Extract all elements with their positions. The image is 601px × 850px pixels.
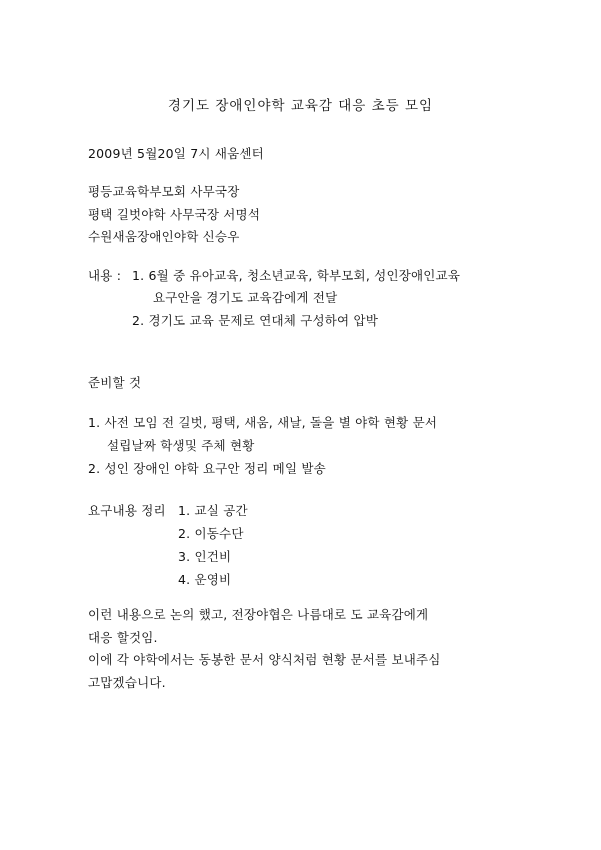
attendee-line: 수원새움장애인야학 신승우 [88, 229, 240, 244]
demand-item: 1. 교실 공간 [178, 503, 248, 518]
prep-item-1: 1. 사전 모임 전 길벗, 평택, 새움, 새날, 돌을 별 야학 현황 문서 [88, 415, 438, 430]
closing-line: 고맙겠습니다. [88, 675, 166, 690]
prep-heading: 준비할 것 [88, 375, 142, 390]
closing-line: 이런 내용으로 논의 했고, 전장야협은 나름대로 도 교육감에게 [88, 607, 429, 622]
attendee-line: 평등교육학부모회 사무국장 [88, 184, 240, 199]
demands-label: 요구내용 정리 [88, 503, 166, 518]
prep-item-1-cont: 설립날짜 학생및 주체 현황 [107, 438, 255, 453]
meeting-info: 2009년 5월20일 7시 새움센터 [88, 146, 264, 161]
document-title: 경기도 장애인야학 교육감 대응 초등 모임 [167, 98, 434, 114]
content-item-1-cont: 요구안을 경기도 교육감에게 전달 [153, 290, 338, 305]
demand-item: 4. 운영비 [178, 572, 232, 587]
attendee-line: 평택 길벗야학 사무국장 서명석 [88, 207, 261, 222]
prep-item-2: 2. 성인 장애인 야학 요구안 정리 메일 발송 [88, 461, 326, 476]
demand-item: 3. 인건비 [178, 549, 232, 564]
content-item-2: 2. 경기도 교육 문제로 연대체 구성하여 압박 [132, 313, 379, 328]
closing-line: 대응 할것임. [88, 630, 158, 645]
content-label: 내용 : [88, 268, 122, 283]
demand-item: 2. 이동수단 [178, 526, 244, 541]
content-item-1: 1. 6월 중 유아교육, 청소년교육, 학부모회, 성인장애인교육 [132, 268, 461, 283]
closing-line: 이에 각 야학에서는 동봉한 문서 양식처럼 현황 문서를 보내주심 [88, 652, 441, 667]
